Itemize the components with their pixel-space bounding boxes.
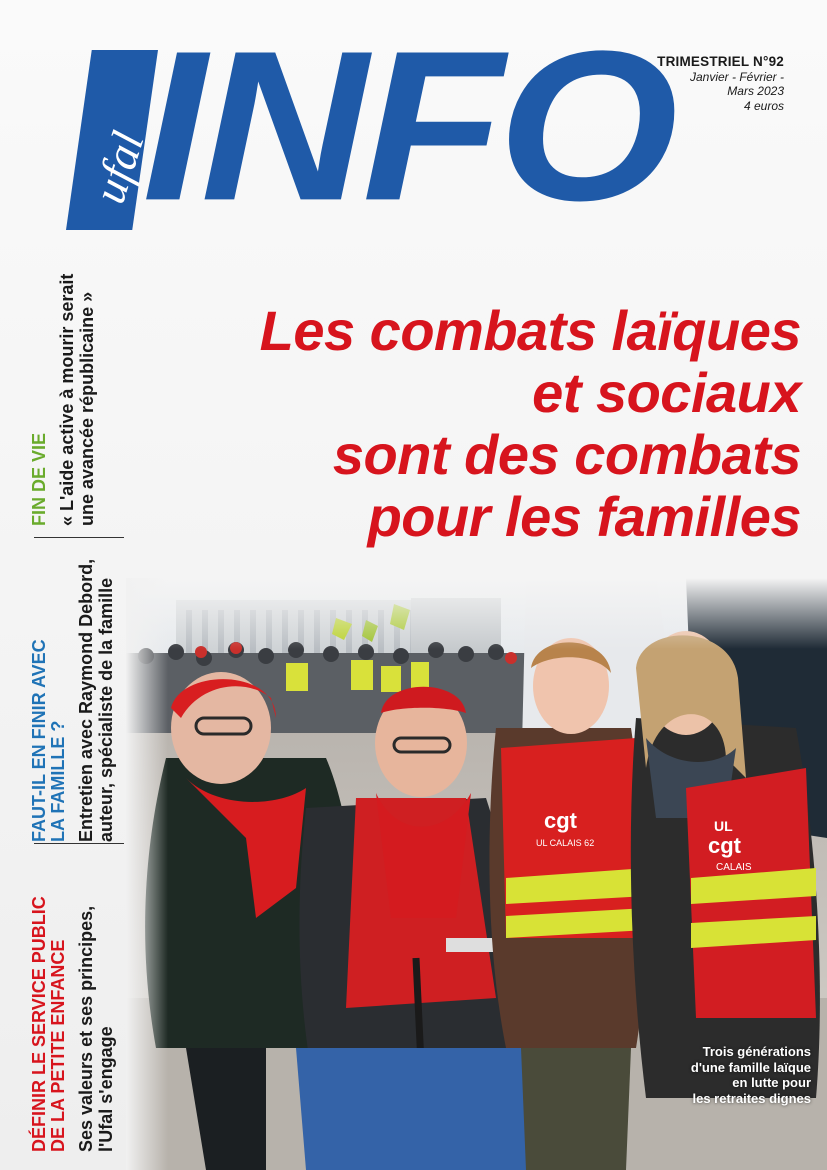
issue-price: 4 euros — [743, 98, 784, 113]
cover-headline — [181, 300, 801, 548]
headline-line-3: sont des combats — [332, 423, 801, 486]
teaser-line: une avancée républicaine » — [77, 291, 97, 526]
teaser-line: « L'aide active à mourir serait — [57, 273, 77, 526]
teaser-line: Ses valeurs et ses principes, — [76, 905, 96, 1152]
teaser-kicker: LA FAMILLE ? — [48, 720, 68, 842]
ufal-logo-script — [78, 66, 154, 216]
photo-caption — [691, 1044, 811, 1106]
caption-line: Trois générations — [702, 1044, 811, 1059]
caption-line: d'une famille laïque — [690, 1059, 811, 1075]
headline-line-2: et sociaux — [532, 361, 801, 424]
issue-months-1: Janvier - Février - — [689, 69, 784, 84]
teaser-kicker: DE LA PETITE ENFANCE — [48, 939, 68, 1152]
issue-months-2: Mars 2023 — [727, 84, 784, 98]
teaser-kicker: FIN DE VIE — [29, 432, 49, 526]
teaser-kicker: FAUT-IL EN FINIR AVEC — [29, 639, 49, 842]
caption-line: les retraites dignes — [692, 1090, 811, 1106]
headline-line-4: pour les familles — [367, 485, 801, 548]
sidebar-divider — [34, 843, 124, 844]
issue-info — [657, 55, 784, 113]
ufal-logo-text: ufal — [83, 125, 154, 210]
caption-line: en lutte pour — [732, 1075, 811, 1090]
teaser-line: Entretien avec Raymond Debord, — [76, 558, 96, 842]
issue-number: TRIMESTRIEL N°92 — [657, 54, 784, 69]
sidebar-divider — [34, 537, 124, 538]
headline-line-1: Les combats laïques — [259, 299, 801, 362]
teaser-kicker: DÉFINIR LE SERVICE PUBLIC — [29, 896, 49, 1152]
teaser-line: auteur, spécialiste de la famille — [96, 577, 116, 842]
masthead-title: INFO — [142, 7, 673, 246]
teaser-line: l'Ufal s'engage — [96, 1026, 116, 1152]
